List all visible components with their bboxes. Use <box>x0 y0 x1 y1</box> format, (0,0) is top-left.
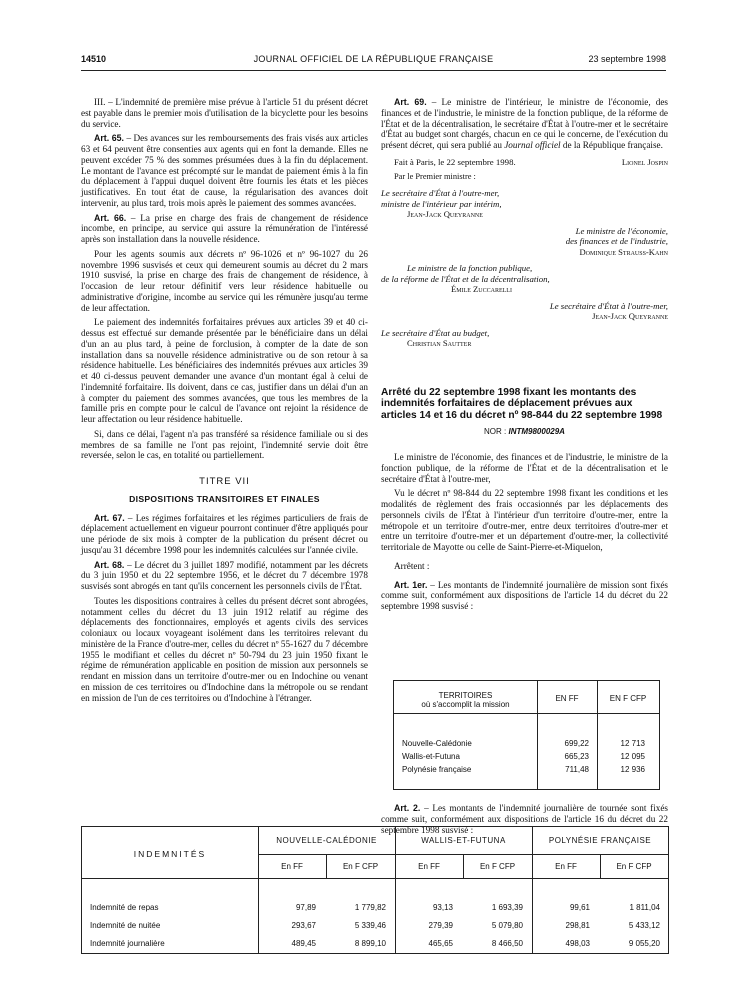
article-68-label: Art. 68. <box>94 559 125 570</box>
table2-cell: 8 466,50 <box>491 939 523 948</box>
article-67-text: – Les régimes forfaitaires et les régimes particuliers de frais de déplacement actuellement en vigueur pourront continuer d'être appliqués pour une période de six mois à compter de la publication du présent décret ou jusqu'au 31 décembre 1998 pour les indemnités calculées sur l'année civile. <box>81 512 368 555</box>
signature-premier-ministre: Lionel Jospin <box>621 156 668 167</box>
table2-cell: 5 339,46 <box>354 921 386 930</box>
table2-sub-ff: En FF <box>418 862 440 871</box>
arrete-vu: Vu le décret nº 98-844 du 22 septembre 1998 fixant les conditions et les modalités de règlement des frais occasionnés par les déplacements des personnels civils de l'État à l'intérieur d'un territoire d'outre-mer, entre la métropole et un territoire d'outre-mer, entre deux territoires d'outre-mer et entre un territoire d'outre-mer et un département d'outre-mer, la collectivité territoriale de Mayotte ou celle de Saint-Pierre-et-Miquelon, <box>381 488 668 552</box>
table1-header-territoires-line2: où s'accomplit la mission <box>421 700 510 709</box>
article-67 <box>81 513 368 556</box>
table1-header-ff: EN FF <box>555 694 579 703</box>
signature-3-role-2: de la réforme de l'État et de la décentralisation, <box>381 273 550 284</box>
table1-cell-territory: Polynésie française <box>402 765 472 774</box>
table2-cell: 498,03 <box>565 939 590 948</box>
table2-group-nouvelle-caledonie: NOUVELLE-CALÉDONIE <box>276 836 377 845</box>
article-65-text: – Des avances sur les remboursements des frais visés aux articles 63 et 64 peuvent être consenties aux agents qui en font la demande. Elles ne peuvent excéder 75 % des sommes présumées dues à la fin du déplacement. Le montant de l'avance est précompté sur le mandat de paiement émis à la fin du déplacement à l'appui duquel doivent être fournis les états et les pièces justificatives. En tout état de cause, la régularisation des avances doit intervenir, au plus tard, trois mois après le paiement des sommes avancées. <box>81 133 368 208</box>
table2-sub-fcfp: En F CFP <box>342 862 379 871</box>
article-66-label: Art. 66. <box>94 212 127 223</box>
table2-group-polynesie-francaise: POLYNÉSIE FRANÇAISE <box>548 836 652 845</box>
signature-1-role-2: ministre de l'intérieur par intérim, <box>381 198 502 209</box>
signature-5-name: Christian Sautter <box>407 338 472 349</box>
par-le-premier-ministre: Par le Premier ministre : <box>394 171 476 181</box>
journal-officiel-ref: Journal officiel <box>504 140 561 150</box>
title-vii-subtitle: DISPOSITIONS TRANSITOIRES ET FINALES <box>129 493 320 504</box>
table1-header-territoires <box>394 691 537 709</box>
article-67-label: Art. 67. <box>94 512 125 523</box>
signature-4-role-1: Le secrétaire d'État à l'outre-mer, <box>549 300 668 311</box>
signature-2-name: Dominique Strauss-Kahn <box>579 246 668 257</box>
article-69-label: Art. 69. <box>394 97 427 107</box>
article-68 <box>81 560 368 592</box>
table2-header-indemnites: INDEMNITÉS <box>133 849 207 859</box>
signature-3-role-1: Le ministre de la fonction publique, <box>407 263 533 274</box>
signature-2-role-2: des finances et de l'industrie, <box>565 236 668 247</box>
table2-cell: 97,89 <box>295 903 316 912</box>
table1-cell-territory: Wallis-et-Futuna <box>402 752 460 761</box>
article-1-label: Art. 1er. <box>394 579 428 590</box>
article-69-end: de la République française. <box>560 140 663 150</box>
table2-cell: 8 899,10 <box>354 939 386 948</box>
table1-cell-fcfp: 12 713 <box>620 739 645 748</box>
table1-header-fcfp: EN F CFP <box>609 694 647 703</box>
table2-cell: 5 079,80 <box>491 921 523 930</box>
table2-divider <box>395 827 396 953</box>
page-header <box>81 42 666 62</box>
left-column <box>81 97 368 707</box>
table2-row-label-repas: Indemnité de repas <box>90 903 159 912</box>
table2-sub-fcfp: En F CFP <box>616 862 652 871</box>
tournee-allowance-table <box>81 826 669 954</box>
article-66-paragraph-3: Le paiement des indemnités forfaitaires prévues aux articles 39 et 40 ci-dessus est effectué sur demande présentée par le bénéficiaire dans un délai d'un an au plus tard, à peine de forclusion, à compter de la date de son installation dans sa nouvelle résidence administrative ou de son retour à sa résidence habituelle. Les bénéficiaires des indemnités prévues aux articles 39 et 40 ci-dessus peuvent demander une avance d'un montant égal à celui de l'indemnité forfaitaire. Ils doivent, dans ce cas, justifier dans un délai d'un an à compter du paiement des sommes avancées, que tous les membres de la famille pris en compte pour le calcul de l'avance ont rejoint la résidence de leur affectation ou leur résidence habituelle. <box>81 317 368 424</box>
table1-cell-fcfp: 12 095 <box>620 752 645 761</box>
table2-sub-ff: En FF <box>555 862 577 871</box>
table2-cell: 465,65 <box>428 939 453 948</box>
table2-divider <box>258 827 259 953</box>
article-2-text: – Les montants de l'indemnité journalière de tournée sont fixés comme suit, conformément aux dispositions de l'article 16 du décret du 22 septembre 1998 susvisé : <box>381 803 669 835</box>
article-1 <box>381 580 668 612</box>
signature-2-role-1: Le ministre de l'économie, <box>575 225 668 236</box>
table2-cell: 1 811,04 <box>629 903 660 912</box>
table2-cell: 99,61 <box>569 903 590 912</box>
page-number: 14510 <box>81 54 107 64</box>
header-rule <box>81 70 666 71</box>
article-69 <box>381 97 668 151</box>
table1-header-rule <box>394 713 659 714</box>
article-2-label: Art. 2. <box>394 803 421 813</box>
table2-row-label-nuitee: Indemnité de nuitée <box>90 921 161 930</box>
table2-cell: 293,67 <box>291 921 316 930</box>
signature-3-name: Émile Zuccarelli <box>451 284 512 295</box>
signature-4-name: Jean-Jack Queyranne <box>592 311 668 322</box>
arrete-title: Arrêté du 22 septembre 1998 fixant les montants des indemnités forfaitaires de déplacement prévues aux articles 14 et 16 du décret nº 98-844 du 22 septembre 1998 <box>381 386 663 421</box>
table2-row-label-journaliere: Indemnité journalière <box>90 939 165 948</box>
table-row <box>394 765 659 776</box>
table2-sub-fcfp: En F CFP <box>479 862 516 871</box>
arretent: Arrêtent : <box>394 560 430 571</box>
table1-header-territoires-line1: TERRITOIRES <box>438 691 493 700</box>
table2-group-wallis-et-futuna: WALLIS-ET-FUTUNA <box>421 836 506 845</box>
signature-1-name: Jean-Jack Queyranne <box>407 209 483 220</box>
table2-cell: 9 055,20 <box>628 939 660 948</box>
table-row <box>394 739 659 750</box>
table2-header-rule <box>82 878 668 879</box>
signatures <box>381 157 668 349</box>
right-column <box>381 97 668 616</box>
article-68-text: – Le décret du 3 juillet 1897 modifié, notamment par les décrets du 3 juin 1950 et du 22 septembre 1956, et le décret du 7 décembre 1978 susvisés sont abrogés en tant qu'ils concernent les personnels civils de l'État. <box>81 559 368 591</box>
signature-5-role-1: Le secrétaire d'État au budget, <box>381 327 490 338</box>
table2-cell: 298,81 <box>565 921 590 930</box>
table2-cell: 489,45 <box>291 939 316 948</box>
article-65-label: Art. 65. <box>94 133 124 144</box>
issue-date: 23 septembre 1998 <box>588 54 666 64</box>
fait-a-paris: Fait à Paris, le 22 septembre 1998. <box>394 156 516 167</box>
article-66-text: – La prise en charge des frais de changement de résidence incombe, en principe, au service qui assure la rémunération de l'intéressé après son installation dans la nouvelle résidence. <box>81 212 368 244</box>
title-vii: TITRE VII <box>199 476 250 487</box>
article-65 <box>81 133 368 208</box>
arrete-intro: Le ministre de l'économie, des finances et de l'industrie, le ministre de la fonction publique, de la réforme de l'État et de la décentralisation et le secrétaire d'État à l'outre-mer, <box>381 452 668 484</box>
table1-cell-fcfp: 12 936 <box>620 765 645 774</box>
article-68-paragraph-2: Toutes les dispositions contraires à celles du présent décret sont abrogées, notamment celles du décret du 13 juin 1912 relatif au régime des déplacements des fonctionnaires, employés et agents civils des services coloniaux ou locaux voyageant isolément dans les territoires relevant du ministère de la France d'outre-mer, celles du décret nº 55-1627 du 7 décembre 1955 le modifiant et celles du décret nº 50-794 du 23 juin 1950 fixant le régime de rémunération applicable en position de mission aux personnels se rendant en mission dans un territoire d'outre-mer ou en Indochine ou venant en mission de ces territoires ou d'Indochine dans la métropole ou se rendant en mission de l'un de ces territoires ou d'Indochine à l'étranger. <box>81 595 368 703</box>
article-69-text: – Le ministre de l'intérieur, le ministre de l'économie, des finances et de l'industrie, le ministre de la fonction publique, de la réforme de l'État et de la décentralisation, le secrétaire d'État à l'outre-mer et le secrétaire d'État au budget sont chargés, chacun en ce qui le concerne, de l'exécution du présent décret, qui sera publié au <box>381 97 669 150</box>
table1-cell-ff: 699,22 <box>564 739 589 748</box>
article-66-paragraph-4: Si, dans ce délai, l'agent n'a pas transféré sa résidence familiale ou si des membres de sa famille ne l'ont pas rejoint, l'indemnité servie doit être reversée, selon le cas, en totalité ou partiellement. <box>81 428 368 461</box>
mission-allowance-table <box>393 680 660 790</box>
table2-cell: 279,39 <box>428 921 453 930</box>
table2-cell: 1 779,82 <box>354 903 386 912</box>
table2-cell: 5 433,12 <box>628 921 660 930</box>
article-1-text: – Les montants de l'indemnité journalière de mission sont fixés comme suit, conformément aux dispositions de l'article 14 du décret du 22 septembre 1998 susvisé : <box>381 579 668 611</box>
nor-label: NOR : <box>484 427 509 437</box>
article-66-paragraph-2: Pour les agents soumis aux décrets nº 96-1026 et nº 96-1027 du 26 novembre 1996 susvisés et ceux qui demeurent soumis au décret du 2 mars 1910 susvisé, la prise en charge des frais de changement de résidence, à l'occasion de leur retour définitif vers leur résidence habituelle ou administrative d'origine, incombe au service qui les rémunère jusqu'au terme de leur affectation. <box>81 248 368 313</box>
signature-1-role-1: Le secrétaire d'État à l'outre-mer, <box>381 188 500 199</box>
table2-divider <box>532 827 533 953</box>
nor-reference <box>381 427 668 438</box>
table1-cell-territory: Nouvelle-Calédonie <box>402 739 472 748</box>
table2-cell: 1 693,39 <box>491 903 523 912</box>
nor-code: INTM9800029A <box>508 427 565 437</box>
journal-title: JOURNAL OFFICIEL DE LA RÉPUBLIQUE FRANÇAISE <box>253 54 494 64</box>
table-row <box>394 752 659 763</box>
article-66 <box>81 213 368 245</box>
table1-cell-ff: 711,48 <box>565 765 589 774</box>
paragraph-iii: III. – L'indemnité de première mise prévue à l'article 51 du présent décret est payable dans le premier mois d'utilisation de la bicyclette pour les besoins du service. <box>81 97 368 129</box>
table1-cell-ff: 665,23 <box>564 752 589 761</box>
table2-sub-ff: En FF <box>281 862 303 871</box>
table2-cell: 93,13 <box>432 903 453 912</box>
